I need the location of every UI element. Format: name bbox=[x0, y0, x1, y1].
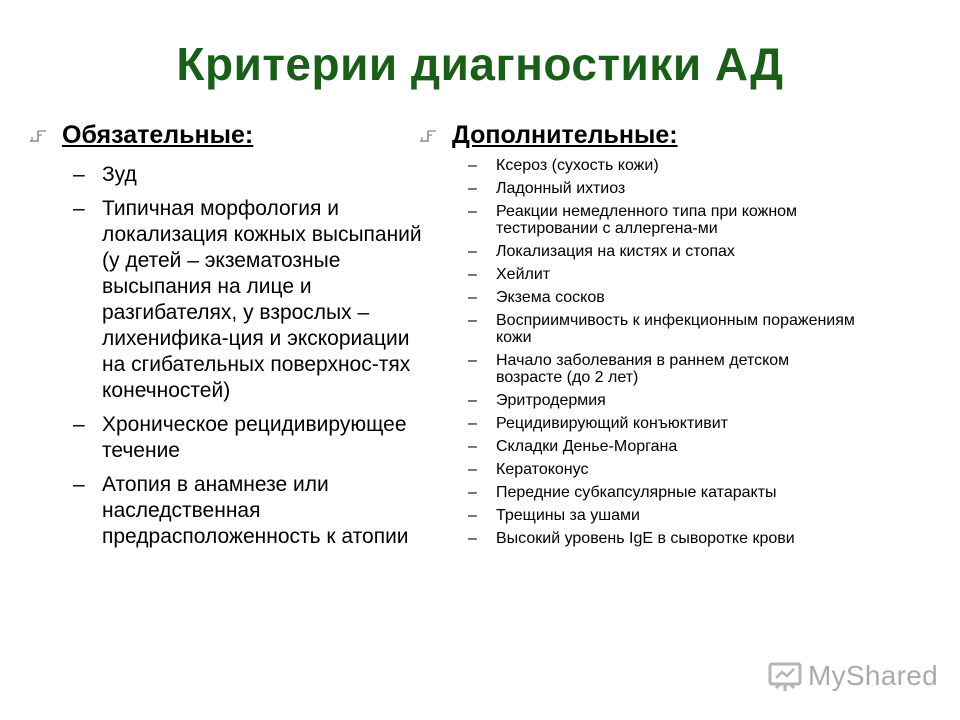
list-item-text: Хейлит bbox=[496, 266, 551, 283]
list-item-text: Хроническое рецидивирующее течение bbox=[102, 413, 407, 462]
presentation-board-icon bbox=[766, 658, 804, 694]
additional-heading bbox=[418, 118, 858, 152]
mandatory-heading bbox=[28, 118, 423, 152]
list-item bbox=[28, 162, 423, 188]
mandatory-column bbox=[28, 118, 423, 558]
list-item-text: Передние субкапсулярные катаракты bbox=[496, 484, 777, 501]
list-item bbox=[28, 472, 423, 550]
list-dash: – bbox=[468, 415, 477, 432]
list-dash: – bbox=[468, 461, 477, 478]
list-dash: – bbox=[468, 392, 477, 409]
list-item bbox=[418, 438, 858, 455]
list-dash: – bbox=[468, 289, 477, 306]
list-dash: – bbox=[468, 203, 477, 220]
list-item bbox=[418, 203, 858, 237]
list-dash: – bbox=[468, 157, 477, 174]
list-item bbox=[418, 243, 858, 260]
list-item-text: Складки Денье-Моргана bbox=[496, 438, 678, 455]
list-dash: – bbox=[73, 473, 85, 496]
list-item bbox=[418, 392, 858, 409]
list-dash: – bbox=[468, 530, 477, 547]
list-item-text: Эритродермия bbox=[496, 392, 606, 409]
list-item-text: Начало заболевания в раннем детском возрасте (до 2 лет) bbox=[496, 352, 790, 386]
list-dash: – bbox=[468, 507, 477, 524]
list-item-text: Зуд bbox=[102, 163, 137, 186]
list-item bbox=[418, 484, 858, 501]
list-item bbox=[418, 312, 858, 346]
list-item-text: Высокий уровень IgE в сыворотке крови bbox=[496, 530, 795, 547]
list-dash: – bbox=[73, 197, 85, 220]
additional-heading-label: Дополнительные: bbox=[452, 121, 678, 149]
list-dash: – bbox=[73, 413, 85, 436]
list-dash: – bbox=[468, 484, 477, 501]
list-item-text: Реакции немедленного типа при кожном тестировании с аллергена-ми bbox=[496, 203, 798, 237]
list-item-text: Рецидивирующий конъюктивит bbox=[496, 415, 729, 432]
list-item bbox=[28, 412, 423, 464]
list-item-text: Ладонный ихтиоз bbox=[496, 180, 626, 197]
list-item bbox=[418, 415, 858, 432]
additional-column bbox=[418, 118, 858, 553]
list-dash: – bbox=[468, 243, 477, 260]
list-item-text: Восприимчивость к инфекционным поражениям кожи bbox=[496, 312, 855, 346]
list-item-text: Экзема сосков bbox=[496, 289, 605, 306]
list-item bbox=[418, 530, 858, 547]
list-item bbox=[28, 196, 423, 404]
mandatory-list bbox=[28, 162, 423, 550]
list-item-text: Атопия в анамнезе или наследственная предрасположенность к атопии bbox=[102, 473, 409, 548]
list-dash: – bbox=[468, 438, 477, 455]
list-item bbox=[418, 352, 858, 386]
list-item-text: Типичная морфология и локализация кожных высыпаний (у детей – экзематозные высыпания на лице и разгибателях, у взрослых – лихенифика-ция и экскориации на сгибательных поверхнос-тях конечностей) bbox=[102, 197, 422, 402]
list-item-text: Ксероз (сухость кожи) bbox=[496, 157, 659, 174]
list-item bbox=[418, 507, 858, 524]
bullet-icon bbox=[28, 129, 50, 143]
list-dash: – bbox=[468, 312, 477, 329]
list-item-text: Кератоконус bbox=[496, 461, 589, 478]
list-item bbox=[418, 461, 858, 478]
list-item bbox=[418, 289, 858, 306]
list-item bbox=[418, 157, 858, 174]
list-item-text: Трещины за ушами bbox=[496, 507, 640, 524]
list-dash: – bbox=[468, 352, 477, 369]
additional-list bbox=[418, 157, 858, 547]
list-dash: – bbox=[73, 163, 85, 186]
watermark bbox=[766, 656, 938, 696]
watermark-text: MyShared bbox=[808, 660, 939, 691]
page-title: Критерии диагностики АД bbox=[176, 38, 784, 90]
list-item bbox=[418, 266, 858, 283]
bullet-icon bbox=[418, 129, 440, 143]
mandatory-heading-label: Обязательные: bbox=[62, 121, 254, 149]
list-item-text: Локализация на кистях и стопах bbox=[496, 243, 735, 260]
list-item bbox=[418, 180, 858, 197]
list-dash: – bbox=[468, 180, 477, 197]
list-dash: – bbox=[468, 266, 477, 283]
